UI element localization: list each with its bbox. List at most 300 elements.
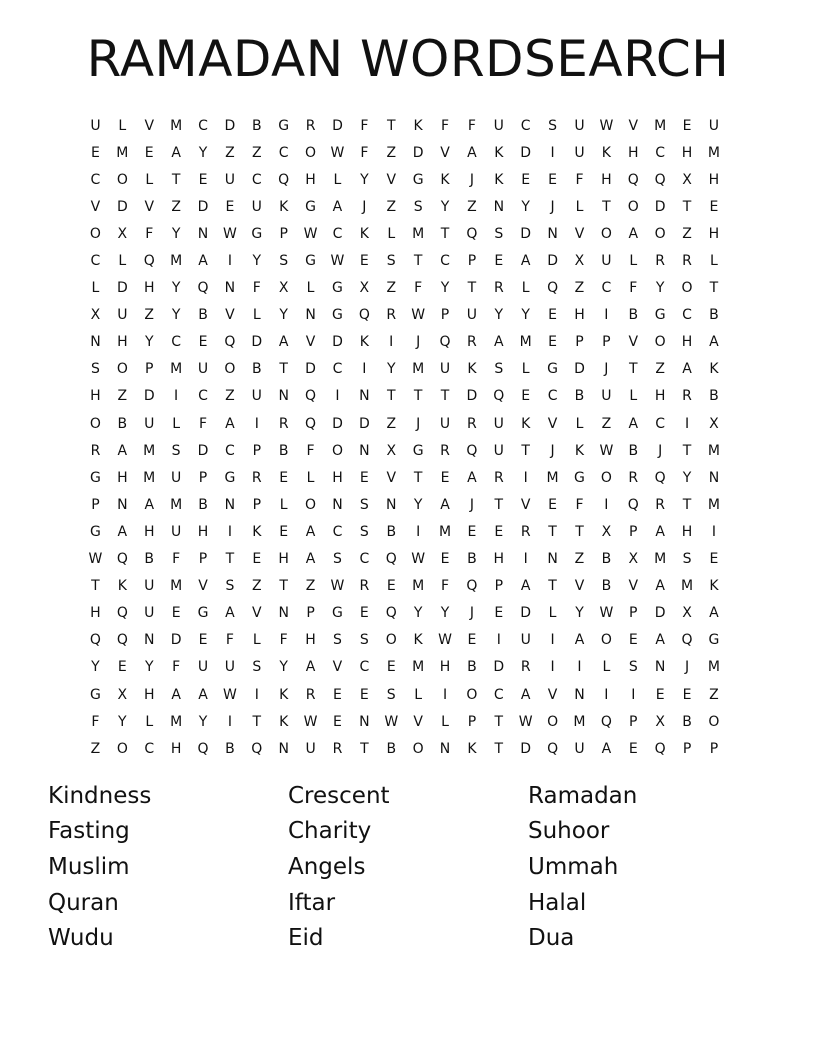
grid-letter: A [117, 523, 128, 540]
grid-letter: R [628, 469, 639, 486]
grid-letter: D [170, 632, 182, 649]
grid-letter: V [386, 171, 397, 188]
grid-letter: U [466, 307, 478, 324]
grid-letter: H [197, 523, 209, 540]
grid-letter: Q [466, 578, 478, 595]
grid-letter: H [117, 469, 128, 486]
grid-letter: X [386, 442, 397, 459]
grid-letter: Z [386, 144, 397, 161]
grid-letter: E [709, 198, 719, 215]
grid-letter: T [171, 171, 181, 188]
grid-letter: S [279, 253, 289, 270]
grid-letter: A [171, 686, 181, 703]
grid-letter: N [143, 632, 155, 649]
word-list-item: Suhoor [528, 818, 610, 845]
grid-letter: F [360, 117, 369, 134]
grid-letter: M [707, 659, 720, 676]
grid-letter: Q [493, 388, 505, 405]
grid-letter: H [627, 144, 639, 161]
grid-letter: L [306, 469, 315, 486]
grid-letter: U [439, 415, 451, 432]
grid-letter: V [547, 686, 558, 703]
grid-letter: N [359, 713, 370, 730]
grid-letter: L [414, 686, 423, 703]
grid-letter: U [574, 117, 585, 134]
word-list-item: Crescent [288, 782, 390, 809]
grid-letter: H [143, 686, 155, 703]
grid-letter: D [332, 117, 343, 134]
grid-letter: T [709, 280, 719, 297]
grid-letter: E [198, 334, 208, 351]
grid-letter: P [252, 496, 262, 513]
grid-letter: T [279, 578, 288, 595]
grid-letter: I [604, 496, 609, 513]
grid-letter: T [602, 198, 611, 215]
word-list-item: Charity [288, 818, 372, 845]
grid-letter: H [708, 171, 720, 188]
grid-letter: M [519, 334, 532, 351]
grid-letter: V [144, 198, 155, 215]
grid-letter: Y [279, 307, 288, 324]
grid-letter: Z [574, 280, 585, 297]
grid-letter: R [386, 307, 397, 324]
grid-letter: P [252, 442, 262, 459]
grid-letter: W [411, 307, 426, 324]
grid-letter: F [172, 551, 181, 568]
grid-letter: H [654, 388, 666, 405]
grid-letter: B [278, 442, 289, 459]
grid-letter: R [305, 686, 316, 703]
grid-letter: S [548, 117, 558, 134]
grid-letter: O [412, 740, 424, 757]
grid-letter: O [708, 713, 720, 730]
grid-letter: K [467, 361, 477, 378]
grid-letter: Y [171, 307, 181, 324]
grid-letter: N [359, 442, 370, 459]
grid-letter: Y [494, 307, 504, 324]
grid-letter: C [601, 280, 612, 297]
grid-letter: E [359, 253, 369, 270]
grid-letter: S [494, 225, 504, 242]
grid-letter: S [333, 551, 342, 568]
grid-letter: Z [251, 578, 262, 595]
grid-letter: K [601, 144, 611, 161]
grid-letter: R [655, 253, 666, 270]
grid-letter: P [198, 469, 208, 486]
grid-letter: F [91, 713, 100, 730]
grid-letter: D [493, 659, 505, 676]
grid-letter: Y [91, 659, 100, 676]
grid-letter: N [493, 198, 505, 215]
grid-letter: Q [439, 334, 451, 351]
grid-letter: P [629, 523, 638, 540]
grid-letter: I [496, 632, 501, 649]
grid-letter: M [546, 469, 559, 486]
grid-letter: U [117, 307, 128, 324]
grid-letter: I [550, 632, 555, 649]
grid-letter: V [628, 578, 639, 595]
grid-letter: J [684, 659, 690, 676]
grid-letter: J [469, 605, 474, 622]
grid-letter: I [227, 523, 232, 540]
grid-letter: Q [197, 740, 209, 757]
grid-letter: L [575, 415, 584, 432]
grid-letter: N [305, 307, 316, 324]
grid-letter: I [577, 659, 582, 676]
grid-letter: G [90, 523, 101, 540]
grid-letter: P [467, 253, 477, 270]
grid-letter: X [117, 225, 128, 242]
grid-letter: Z [682, 225, 692, 242]
grid-letter: E [494, 605, 504, 622]
grid-letter: Y [144, 659, 154, 676]
grid-letter: C [493, 686, 504, 703]
grid-letter: V [386, 469, 397, 486]
grid-letter: A [520, 578, 531, 595]
grid-letter: K [359, 225, 369, 242]
grid-letter: H [681, 144, 693, 161]
grid-letter: N [224, 496, 236, 513]
grid-letter: G [574, 469, 585, 486]
grid-letter: A [144, 496, 155, 513]
grid-letter: M [116, 144, 129, 161]
grid-letter: E [144, 144, 154, 161]
grid-letter: L [252, 307, 261, 324]
grid-letter: Q [681, 632, 693, 649]
grid-letter: M [143, 469, 156, 486]
grid-letter: I [604, 307, 609, 324]
grid-letter: O [547, 713, 559, 730]
grid-letter: T [252, 713, 262, 730]
grid-letter: F [225, 632, 234, 649]
grid-letter: G [332, 280, 343, 297]
grid-letter: S [386, 686, 396, 703]
grid-letter: E [359, 686, 369, 703]
grid-letter: R [493, 469, 504, 486]
grid-letter: L [279, 496, 288, 513]
grid-letter: C [198, 117, 208, 134]
grid-letter: S [682, 551, 692, 568]
grid-letter: D [547, 253, 558, 270]
grid-letter: V [332, 659, 343, 676]
grid-letter: V [440, 144, 450, 161]
grid-letter: Y [440, 198, 450, 215]
grid-letter: Q [89, 632, 101, 649]
grid-letter: Q [278, 171, 290, 188]
grid-letter: V [305, 334, 316, 351]
grid-letter: G [412, 442, 424, 459]
grid-letter: U [224, 659, 236, 676]
grid-letter: U [574, 144, 585, 161]
grid-letter: B [628, 307, 639, 324]
grid-letter: C [278, 144, 289, 161]
grid-letter: Y [198, 713, 208, 730]
grid-letter: E [386, 578, 396, 595]
grid-letter: O [305, 496, 317, 513]
grid-letter: E [628, 740, 638, 757]
grid-letter: B [386, 523, 397, 540]
grid-letter: A [655, 578, 665, 595]
grid-letter: Y [171, 225, 181, 242]
grid-letter: G [278, 117, 290, 134]
grid-letter: Q [627, 171, 639, 188]
grid-letter: N [574, 686, 585, 703]
grid-letter: A [117, 442, 128, 459]
grid-letter: E [198, 171, 208, 188]
grid-letter: M [170, 713, 183, 730]
grid-letter: O [331, 442, 343, 459]
grid-letter: D [332, 415, 343, 432]
grid-letter: K [521, 415, 531, 432]
grid-letter: L [629, 253, 638, 270]
grid-letter: Y [360, 171, 369, 188]
grid-letter: E [359, 605, 369, 622]
grid-letter: C [682, 307, 692, 324]
grid-letter: W [438, 632, 452, 649]
grid-letter: U [197, 361, 209, 378]
grid-letter: M [170, 361, 183, 378]
grid-letter: K [279, 198, 289, 215]
grid-letter: L [145, 171, 154, 188]
grid-letter: R [359, 578, 370, 595]
grid-letter: C [171, 334, 181, 351]
grid-letter: Z [601, 415, 612, 432]
grid-letter: K [709, 578, 719, 595]
grid-letter: R [332, 740, 343, 757]
grid-letter: O [681, 280, 693, 297]
grid-letter: W [599, 117, 614, 134]
grid-letter: K [494, 144, 504, 161]
grid-letter: P [145, 361, 154, 378]
grid-letter: I [254, 415, 259, 432]
grid-letter: F [360, 144, 369, 161]
grid-letter: C [655, 144, 666, 161]
grid-letter: Q [116, 605, 128, 622]
grid-letter: H [117, 334, 128, 351]
grid-letter: S [386, 253, 396, 270]
grid-letter: N [386, 496, 397, 513]
grid-letter: I [174, 388, 179, 405]
grid-letter: Q [358, 307, 370, 324]
grid-letter: R [493, 280, 504, 297]
grid-letter: R [655, 496, 666, 513]
grid-letter: U [520, 632, 531, 649]
grid-letter: W [330, 578, 345, 595]
grid-letter: D [412, 144, 424, 161]
grid-letter: H [332, 469, 343, 486]
grid-letter: X [601, 523, 612, 540]
grid-letter: Q [385, 605, 397, 622]
grid-letter: Q [654, 171, 666, 188]
grid-letter: Y [440, 605, 450, 622]
grid-letter: V [520, 496, 531, 513]
grid-letter: E [333, 686, 342, 703]
grid-letter: P [467, 713, 477, 730]
grid-letter: E [386, 659, 396, 676]
grid-letter: D [358, 415, 370, 432]
grid-letter: P [91, 496, 100, 513]
grid-letter: H [708, 225, 720, 242]
grid-letter: O [305, 144, 317, 161]
grid-letter: P [682, 740, 692, 757]
grid-letter: D [116, 198, 128, 215]
grid-letter: X [117, 686, 128, 703]
grid-letter: P [306, 605, 315, 622]
grid-letter: K [279, 686, 289, 703]
grid-letter: V [225, 307, 235, 324]
grid-letter: K [709, 361, 719, 378]
grid-letter: N [547, 551, 558, 568]
grid-letter: Q [654, 740, 666, 757]
grid-letter: E [709, 551, 719, 568]
grid-letter: D [224, 117, 236, 134]
grid-letter: E [494, 523, 504, 540]
grid-letter: S [252, 659, 262, 676]
grid-letter: M [412, 361, 425, 378]
grid-letter: A [574, 632, 585, 649]
grid-letter: U [574, 740, 585, 757]
grid-letter: C [225, 442, 235, 459]
grid-letter: I [254, 686, 259, 703]
grid-letter: M [170, 253, 183, 270]
grid-letter: S [628, 659, 638, 676]
grid-letter: T [521, 442, 530, 459]
grid-letter: B [144, 551, 155, 568]
grid-letter: A [601, 740, 612, 757]
grid-letter: C [332, 225, 343, 242]
grid-letter: A [225, 605, 235, 622]
grid-letter: G [708, 632, 720, 649]
grid-letter: T [91, 578, 100, 595]
grid-letter: W [222, 686, 237, 703]
grid-letter: E [467, 523, 477, 540]
grid-letter: I [389, 334, 394, 351]
grid-letter: L [91, 280, 100, 297]
grid-letter: E [628, 632, 638, 649]
grid-letter: X [655, 713, 665, 730]
grid-letter: O [627, 198, 639, 215]
grid-letter: C [655, 415, 666, 432]
grid-letter: L [521, 280, 530, 297]
grid-letter: N [278, 740, 289, 757]
grid-letter: S [359, 632, 369, 649]
word-list-item: Fasting [48, 818, 130, 845]
grid-letter: Y [171, 280, 181, 297]
grid-letter: N [278, 388, 289, 405]
grid-letter: H [278, 551, 289, 568]
grid-letter: M [654, 551, 667, 568]
grid-letter: F [575, 496, 584, 513]
grid-letter: Q [600, 713, 612, 730]
grid-letter: S [413, 198, 423, 215]
grid-letter: B [225, 740, 235, 757]
grid-letter: O [600, 469, 612, 486]
grid-letter: C [520, 117, 531, 134]
grid-letter: A [305, 659, 316, 676]
grid-letter: A [655, 632, 665, 649]
grid-letter: R [440, 442, 450, 459]
grid-letter: Z [386, 198, 397, 215]
grid-letter: Y [252, 253, 262, 270]
grid-letter: M [707, 496, 720, 513]
grid-letter: Y [413, 605, 423, 622]
grid-letter: E [225, 198, 235, 215]
grid-letter: B [709, 388, 719, 405]
grid-letter: B [601, 578, 612, 595]
grid-letter: A [225, 415, 235, 432]
grid-letter: B [251, 117, 262, 134]
grid-letter: K [117, 578, 127, 595]
grid-letter: Z [467, 198, 477, 215]
grid-letter: L [548, 605, 557, 622]
grid-letter: T [548, 523, 557, 540]
grid-letter: I [227, 253, 232, 270]
grid-letter: B [628, 442, 639, 459]
grid-letter: N [90, 334, 101, 351]
grid-letter: X [682, 171, 692, 188]
grid-letter: Q [466, 442, 478, 459]
grid-letter: A [520, 253, 531, 270]
grid-letter: M [170, 578, 183, 595]
grid-letter: T [682, 198, 692, 215]
grid-letter: E [440, 469, 450, 486]
grid-letter: N [197, 225, 209, 242]
grid-letter: N [117, 496, 128, 513]
grid-letter: T [575, 523, 584, 540]
grid-letter: O [600, 225, 612, 242]
grid-letter: A [628, 225, 639, 242]
word-list-item: Kindness [48, 782, 152, 809]
grid-letter: S [91, 361, 100, 378]
grid-letter: A [467, 144, 477, 161]
grid-letter: F [252, 280, 261, 297]
grid-letter: H [574, 307, 585, 324]
grid-letter: O [654, 334, 666, 351]
grid-letter: R [520, 523, 531, 540]
grid-letter: Q [251, 740, 263, 757]
grid-letter: E [548, 496, 558, 513]
grid-letter: Z [655, 361, 665, 378]
grid-letter: G [90, 686, 101, 703]
grid-letter: W [411, 551, 426, 568]
grid-letter: C [547, 388, 558, 405]
grid-letter: I [227, 713, 232, 730]
grid-letter: U [493, 117, 504, 134]
grid-letter: T [386, 117, 396, 134]
grid-letter: K [574, 442, 585, 459]
grid-letter: V [547, 415, 558, 432]
grid-letter: F [172, 659, 181, 676]
grid-letter: G [412, 171, 424, 188]
grid-letter: V [574, 225, 585, 242]
grid-letter: D [197, 442, 209, 459]
grid-letter: E [279, 469, 289, 486]
grid-letter: T [467, 280, 477, 297]
grid-letter: W [599, 605, 614, 622]
grid-letter: G [547, 361, 559, 378]
grid-letter: C [440, 253, 450, 270]
grid-letter: Q [116, 632, 128, 649]
grid-letter: G [654, 307, 666, 324]
grid-letter: L [333, 171, 342, 188]
grid-letter: L [602, 659, 611, 676]
grid-letter: Y [575, 605, 584, 622]
grid-letter: I [416, 523, 421, 540]
grid-letter: J [362, 198, 367, 215]
grid-letter: T [494, 496, 504, 513]
grid-letter: X [278, 280, 289, 297]
grid-letter: S [333, 632, 342, 649]
